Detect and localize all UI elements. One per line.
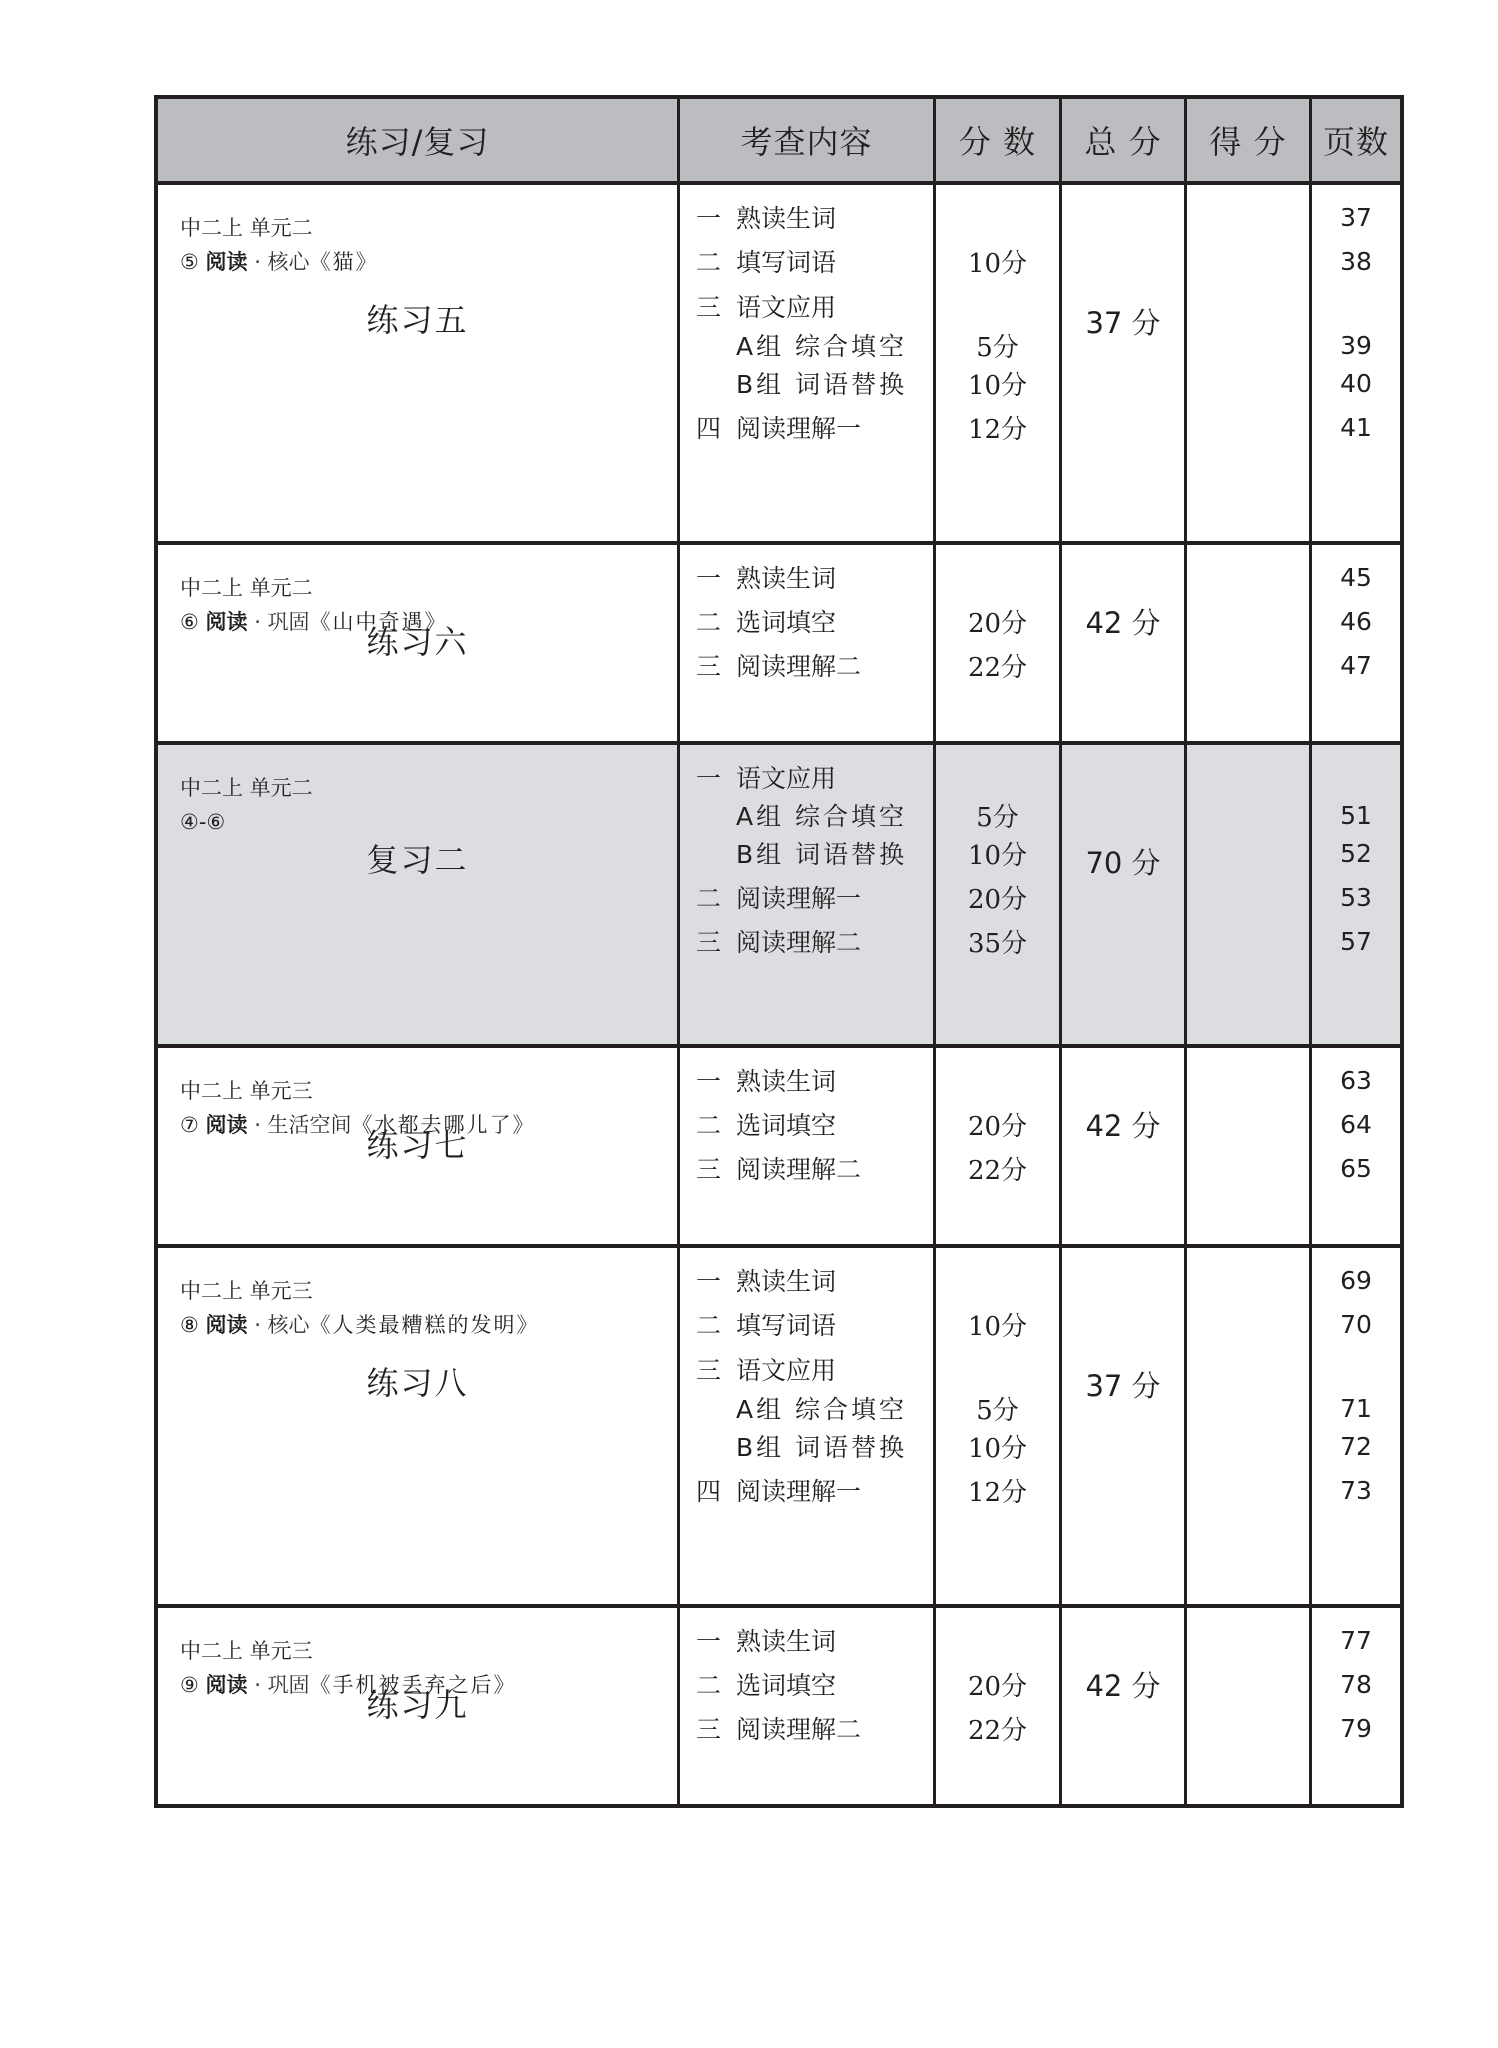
item-score	[936, 757, 1059, 797]
exercise-name: 练习五	[366, 301, 469, 339]
grade-unit: 中二上 单元二	[180, 576, 313, 600]
item-score	[936, 197, 1059, 237]
total-score: 42 分	[1085, 1669, 1161, 1703]
total-cell	[1062, 1608, 1187, 1804]
item-number: 一	[696, 764, 722, 793]
total-cell	[1062, 1248, 1187, 1604]
item-number: 四	[696, 414, 722, 443]
header-total: 总 分	[1062, 99, 1187, 181]
content-item	[680, 1470, 933, 1510]
item-label: 阅读理解二	[736, 1155, 862, 1184]
page-cell	[1312, 1048, 1400, 1244]
content-item	[680, 1060, 933, 1100]
obtained-score-cell[interactable]	[1187, 545, 1312, 741]
item-page: 51	[1340, 800, 1372, 830]
lesson-tag: · 核心	[254, 1313, 310, 1337]
item-page: 64	[1340, 1109, 1372, 1139]
lesson-title: 《山中奇遇》	[309, 610, 448, 634]
content-item	[680, 557, 933, 597]
item-number: 一	[696, 564, 722, 593]
lesson-meta	[180, 1274, 540, 1342]
item-score: 12分	[967, 414, 1028, 445]
item-number: 二	[696, 1671, 722, 1700]
total-cell	[1062, 1048, 1187, 1244]
item-number: 二	[696, 884, 722, 913]
item-label: 熟读生词	[736, 1627, 837, 1656]
page-cell	[1312, 185, 1400, 541]
item-label: 熟读生词	[736, 204, 837, 233]
item-number: 二	[696, 608, 722, 637]
total-score: 70 分	[1085, 846, 1161, 880]
item-number: 三	[696, 1155, 722, 1184]
item-page: 40	[1340, 368, 1372, 398]
content-item	[680, 757, 933, 797]
item-label: 填写词语	[736, 248, 837, 277]
item-number: 三	[696, 293, 722, 322]
content-item	[680, 645, 933, 685]
content-subitem: B组 词语替换	[736, 1433, 908, 1462]
content-item	[680, 1664, 933, 1704]
item-score	[936, 1060, 1059, 1100]
content-item	[680, 877, 933, 917]
item-label: 阅读理解二	[736, 928, 862, 957]
total-cell	[1062, 545, 1187, 741]
content-cell	[680, 745, 936, 1044]
exercise-cell	[158, 1608, 680, 1804]
item-label: 阅读理解一	[736, 884, 862, 913]
item-score: 5分	[976, 802, 1019, 833]
lesson-line	[180, 245, 379, 279]
total-score: 42 分	[1085, 1109, 1161, 1143]
exercise-cell	[158, 1048, 680, 1244]
lesson-title: 《手机被丢弃之后》	[309, 1673, 517, 1697]
item-page: 65	[1340, 1153, 1372, 1183]
item-score: 5分	[976, 332, 1019, 363]
content-subitem: A组 综合填空	[736, 1395, 908, 1424]
content-item	[680, 601, 933, 641]
item-score: 22分	[967, 1155, 1028, 1186]
item-score: 10分	[967, 370, 1028, 401]
content-item	[680, 241, 933, 281]
lesson-title: 《猫》	[309, 250, 379, 274]
item-score: 10分	[967, 248, 1028, 279]
exercise-cell	[158, 745, 680, 1044]
content-item	[680, 1304, 933, 1344]
lesson-range: ④-⑥	[180, 810, 226, 834]
exercise-name: 练习七	[366, 1126, 469, 1164]
grade-unit: 中二上 单元三	[180, 1079, 313, 1103]
score-cell	[936, 745, 1062, 1044]
exercise-name: 复习二	[366, 841, 469, 879]
lesson-number: ⑤	[180, 250, 199, 274]
item-number: 三	[696, 1356, 722, 1385]
item-score: 10分	[967, 1433, 1028, 1464]
item-score: 20分	[967, 1671, 1028, 1702]
lesson-line	[180, 1308, 540, 1342]
item-score: 12分	[967, 1477, 1028, 1508]
item-page: 39	[1340, 330, 1372, 360]
item-number: 一	[696, 1267, 722, 1296]
exercise-section	[158, 745, 1400, 1048]
content-cell	[680, 545, 936, 741]
page-cell	[1312, 1248, 1400, 1604]
item-score: 35分	[967, 928, 1028, 959]
header-score: 分 数	[936, 99, 1062, 181]
page-cell	[1312, 745, 1400, 1044]
lesson-tag: · 巩固	[254, 1673, 310, 1697]
item-page: 69	[1340, 1265, 1372, 1295]
item-number: 三	[696, 1715, 722, 1744]
item-page: 73	[1340, 1475, 1372, 1505]
exercise-cell	[158, 545, 680, 741]
total-score: 37 分	[1085, 1369, 1161, 1403]
header-page: 页数	[1322, 123, 1389, 161]
item-number: 二	[696, 1311, 722, 1340]
exercise-section	[158, 1048, 1400, 1248]
item-score	[936, 1620, 1059, 1660]
item-page: 77	[1340, 1625, 1372, 1655]
table-header-row	[158, 99, 1400, 185]
item-score: 10分	[967, 840, 1028, 871]
item-page: 63	[1340, 1065, 1372, 1095]
content-item	[680, 286, 933, 326]
item-page: 57	[1340, 926, 1372, 956]
lesson-tag: · 生活空间	[254, 1113, 352, 1137]
item-page	[1312, 1349, 1400, 1389]
item-score: 20分	[967, 884, 1028, 915]
item-number: 二	[696, 248, 722, 277]
lesson-tag: · 巩固	[254, 610, 310, 634]
total-score: 37 分	[1085, 306, 1161, 340]
content-item	[680, 1104, 933, 1144]
item-score: 5分	[976, 1395, 1019, 1426]
exercise-cell	[158, 1248, 680, 1604]
item-page: 72	[1340, 1431, 1372, 1461]
obtained-score-cell[interactable]	[1187, 185, 1312, 541]
score-cell	[936, 1608, 1062, 1804]
content-item	[680, 407, 933, 447]
item-label: 选词填空	[736, 1111, 837, 1140]
score-cell	[936, 1048, 1062, 1244]
item-label: 阅读理解二	[736, 652, 862, 681]
item-score	[936, 1349, 1059, 1389]
score-cell	[936, 1248, 1062, 1604]
item-label: 阅读理解一	[736, 1477, 862, 1506]
item-label: 选词填空	[736, 1671, 837, 1700]
content-item	[680, 1349, 933, 1389]
content-cell	[680, 185, 936, 541]
content-subitem: A组 综合填空	[736, 802, 908, 831]
item-score: 20分	[967, 1111, 1028, 1142]
grade-unit: 中二上 单元二	[180, 216, 313, 240]
item-page: 78	[1340, 1669, 1372, 1699]
item-label: 填写词语	[736, 1311, 837, 1340]
lesson-number: ⑦	[180, 1113, 199, 1137]
item-score	[936, 286, 1059, 326]
page-cell	[1312, 545, 1400, 741]
item-number: 三	[696, 928, 722, 957]
exercise-name: 练习六	[366, 623, 469, 661]
total-cell	[1062, 185, 1187, 541]
lesson-type: 阅读	[205, 1673, 248, 1697]
item-number: 一	[696, 1067, 722, 1096]
item-number: 一	[696, 204, 722, 233]
item-number: 二	[696, 1111, 722, 1140]
page-cell	[1312, 1608, 1400, 1804]
exercise-cell	[158, 185, 680, 541]
header-exercise: 练习/复习	[158, 99, 680, 181]
item-label: 熟读生词	[736, 564, 837, 593]
item-label: 语文应用	[736, 293, 837, 322]
item-page: 71	[1340, 1393, 1372, 1423]
item-page: 53	[1340, 882, 1372, 912]
total-cell	[1062, 745, 1187, 1044]
item-label: 选词填空	[736, 608, 837, 637]
grade-unit: 中二上 单元三	[180, 1639, 313, 1663]
obtained-score-cell[interactable]	[1187, 1248, 1312, 1604]
item-page: 41	[1340, 412, 1372, 442]
score-cell	[936, 545, 1062, 741]
table-body	[158, 185, 1400, 1804]
lesson-number: ⑧	[180, 1313, 199, 1337]
item-page: 37	[1340, 202, 1372, 232]
header-obtained: 得 分	[1187, 99, 1312, 181]
content-item	[680, 1620, 933, 1660]
item-score: 10分	[967, 1311, 1028, 1342]
item-label: 熟读生词	[736, 1067, 837, 1096]
item-number: 一	[696, 1627, 722, 1656]
item-page: 79	[1340, 1713, 1372, 1743]
lesson-line	[180, 805, 313, 839]
exercise-name: 练习八	[366, 1364, 469, 1402]
item-page	[1312, 286, 1400, 326]
obtained-score-cell[interactable]	[1187, 745, 1312, 1044]
score-cell	[936, 185, 1062, 541]
lesson-number: ⑥	[180, 610, 199, 634]
item-page: 46	[1340, 606, 1372, 636]
content-item	[680, 1708, 933, 1748]
content-subitem: B组 词语替换	[736, 370, 908, 399]
item-page: 52	[1340, 838, 1372, 868]
content-cell	[680, 1248, 936, 1604]
header-content: 考查内容	[680, 99, 936, 181]
item-score	[936, 557, 1059, 597]
content-cell	[680, 1048, 936, 1244]
item-label: 阅读理解二	[736, 1715, 862, 1744]
content-item	[680, 1148, 933, 1188]
lesson-tag: · 核心	[254, 250, 310, 274]
content-item	[680, 1260, 933, 1300]
item-label: 语文应用	[736, 1356, 837, 1385]
exercise-section	[158, 1248, 1400, 1608]
lesson-number: ⑨	[180, 1673, 199, 1697]
grade-unit: 中二上 单元三	[180, 1279, 313, 1303]
content-cell	[680, 1608, 936, 1804]
exercise-section	[158, 185, 1400, 545]
lesson-type: 阅读	[205, 250, 248, 274]
item-number: 三	[696, 652, 722, 681]
lesson-meta	[180, 771, 313, 839]
content-item	[680, 921, 933, 961]
exercise-section	[158, 545, 1400, 745]
lesson-type: 阅读	[205, 610, 248, 634]
content-subitem: B组 词语替换	[736, 840, 908, 869]
item-number: 四	[696, 1477, 722, 1506]
lesson-type: 阅读	[205, 1113, 248, 1137]
exercise-score-table	[154, 95, 1404, 1808]
lesson-meta	[180, 211, 379, 279]
item-label: 语文应用	[736, 764, 837, 793]
grade-unit: 中二上 单元二	[180, 776, 313, 800]
item-page: 70	[1340, 1309, 1372, 1339]
item-score	[936, 1260, 1059, 1300]
exercise-section	[158, 1608, 1400, 1804]
item-score: 20分	[967, 608, 1028, 639]
obtained-score-cell[interactable]	[1187, 1048, 1312, 1244]
obtained-score-cell[interactable]	[1187, 1608, 1312, 1804]
item-page: 38	[1340, 246, 1372, 276]
content-subitem: A组 综合填空	[736, 332, 908, 361]
item-page	[1312, 757, 1400, 797]
item-score: 22分	[967, 1715, 1028, 1746]
lesson-type: 阅读	[205, 1313, 248, 1337]
item-score: 22分	[967, 652, 1028, 683]
lesson-title: 《水都去哪儿了》	[351, 1113, 536, 1137]
total-score: 42 分	[1085, 606, 1161, 640]
item-page: 45	[1340, 562, 1372, 592]
lesson-title: 《人类最糟糕的发明》	[309, 1313, 540, 1337]
exercise-name: 练习九	[366, 1686, 469, 1724]
item-page: 47	[1340, 650, 1372, 680]
item-label: 熟读生词	[736, 1267, 837, 1296]
item-label: 阅读理解一	[736, 414, 862, 443]
content-item	[680, 197, 933, 237]
